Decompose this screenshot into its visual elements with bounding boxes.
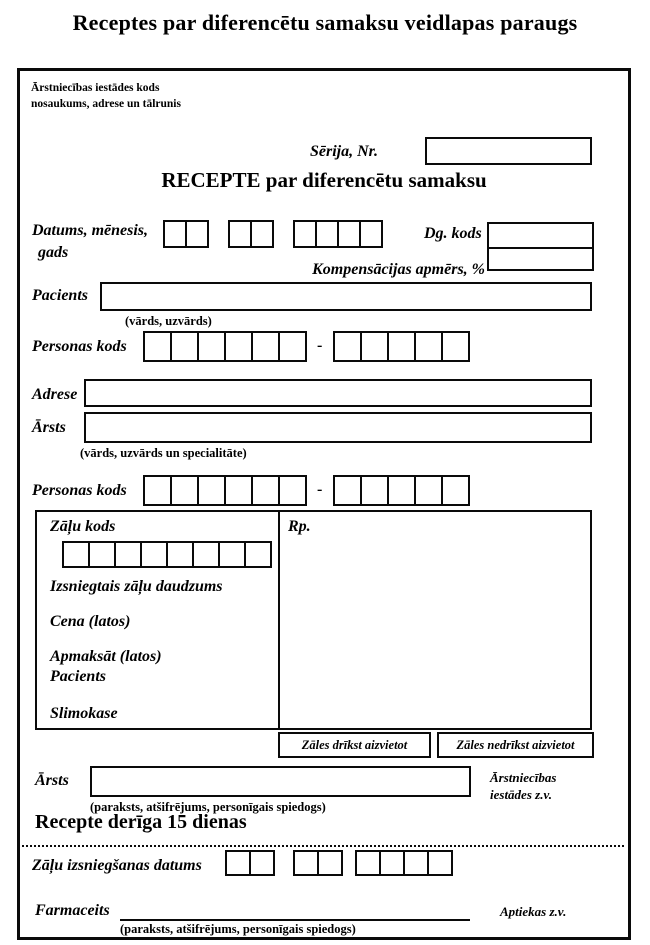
- page-title: Receptes par diferencētu samaksu veidlapas paraugs: [72, 10, 578, 35]
- digit-cell[interactable]: [224, 475, 253, 506]
- dg-kods-input[interactable]: [487, 222, 594, 249]
- digit-cell[interactable]: [278, 475, 307, 506]
- digit-cell[interactable]: [163, 220, 187, 248]
- digit-cell[interactable]: [224, 331, 253, 362]
- institution-note: [31, 81, 181, 112]
- digit-cell[interactable]: [88, 541, 116, 568]
- digit-cell[interactable]: [140, 541, 168, 568]
- digit-cell[interactable]: [355, 850, 381, 876]
- digit-cell[interactable]: [185, 220, 209, 248]
- digit-cell[interactable]: [249, 850, 275, 876]
- digit-cell[interactable]: [414, 475, 443, 506]
- digit-cell[interactable]: [315, 220, 339, 248]
- farmaceits-signature-line[interactable]: [120, 919, 470, 921]
- digit-cell[interactable]: [387, 331, 416, 362]
- digit-cell[interactable]: [333, 331, 362, 362]
- arstniecibas-zv: [490, 770, 556, 804]
- dispense-month-cells[interactable]: [293, 850, 343, 876]
- digit-cell[interactable]: [228, 220, 252, 248]
- zalu-kods-label: Zāļu kods: [50, 518, 116, 535]
- kompensacija-input[interactable]: [487, 247, 594, 271]
- date-day-cells[interactable]: [163, 220, 209, 248]
- doctor-personas-kods-cells-1[interactable]: [143, 475, 307, 506]
- cena-label: Cena (latos): [50, 613, 131, 630]
- date-label-line2: gads: [38, 244, 69, 261]
- digit-cell[interactable]: [192, 541, 220, 568]
- digit-cell[interactable]: [218, 541, 246, 568]
- digit-cell[interactable]: [250, 220, 274, 248]
- digit-cell[interactable]: [333, 475, 362, 506]
- rp-label: Rp.: [288, 518, 311, 535]
- digit-cell[interactable]: [293, 850, 319, 876]
- patient-personas-kods-cells-2[interactable]: [333, 331, 470, 362]
- digit-cell[interactable]: [337, 220, 361, 248]
- digit-cell[interactable]: [278, 331, 307, 362]
- digit-cell[interactable]: [251, 475, 280, 506]
- digit-cell[interactable]: [143, 331, 172, 362]
- patient-personas-kods-cells-1[interactable]: [143, 331, 307, 362]
- personas-kods-dash: -: [317, 481, 323, 498]
- farmaceits-label: Farmaceits: [35, 902, 110, 919]
- pacients-label: Pacients: [32, 287, 88, 304]
- pacients-input[interactable]: [100, 282, 592, 311]
- digit-cell[interactable]: [251, 331, 280, 362]
- digit-cell[interactable]: [427, 850, 453, 876]
- arsts-signature-hint: (paraksts, atšifrējums, personīgais spiedogs): [90, 800, 326, 814]
- doctor-personas-kods-label: Personas kods: [32, 482, 127, 499]
- slimokase-label: Slimokase: [50, 705, 118, 722]
- institution-note-line1: Ārstniecības iestādes kods: [31, 82, 160, 94]
- serija-input[interactable]: [425, 137, 592, 165]
- serija-label: Sērija, Nr.: [310, 143, 379, 160]
- digit-cell[interactable]: [114, 541, 142, 568]
- arstniecibas-zv-line2: iestādes z.v.: [490, 786, 552, 802]
- izsniegtais-label: Izsniegtais zāļu daudzums: [50, 578, 223, 595]
- arsts-hint: (vārds, uzvārds un specialitāte): [80, 446, 247, 460]
- patient-personas-kods-label: Personas kods: [32, 338, 127, 355]
- digit-cell[interactable]: [62, 541, 90, 568]
- arsts-signature-label: Ārsts: [35, 772, 69, 789]
- dispense-year-cells[interactable]: [355, 850, 453, 876]
- digit-cell[interactable]: [360, 475, 389, 506]
- date-month-cells[interactable]: [228, 220, 274, 248]
- digit-cell[interactable]: [170, 331, 199, 362]
- adrese-label: Adrese: [32, 386, 78, 403]
- date-label-line1: Datums, mēnesis,: [32, 222, 149, 239]
- dg-kods-label: Dg. kods: [424, 225, 482, 242]
- prescription-form: [17, 68, 631, 940]
- arstniecibas-zv-line1: Ārstniecības: [490, 770, 557, 785]
- digit-cell[interactable]: [166, 541, 194, 568]
- dispense-day-cells[interactable]: [225, 850, 275, 876]
- digit-cell[interactable]: [403, 850, 429, 876]
- institution-note-line2: nosaukums, adrese un tālrunis: [31, 97, 181, 110]
- digit-cell[interactable]: [197, 331, 226, 362]
- digit-cell[interactable]: [387, 475, 416, 506]
- digit-cell[interactable]: [244, 541, 272, 568]
- arsts-input[interactable]: [84, 412, 592, 443]
- medicine-box: [35, 510, 592, 730]
- digit-cell[interactable]: [414, 331, 443, 362]
- digit-cell[interactable]: [225, 850, 251, 876]
- digit-cell[interactable]: [143, 475, 172, 506]
- medicine-left-pane: [37, 512, 280, 728]
- digit-cell[interactable]: [441, 475, 470, 506]
- rp-pane[interactable]: [280, 512, 590, 728]
- izsniegsanas-label: Zāļu izsniegšanas datums: [32, 857, 202, 874]
- zales-nedrikst-button[interactable]: Zāles nedrīkst aizvietot: [437, 732, 594, 758]
- digit-cell[interactable]: [317, 850, 343, 876]
- arsts-label: Ārsts: [32, 419, 66, 436]
- aptiekas-zv: Aptiekas z.v.: [500, 904, 567, 919]
- digit-cell[interactable]: [197, 475, 226, 506]
- digit-cell[interactable]: [360, 331, 389, 362]
- pacients-hint: (vārds, uzvārds): [125, 314, 212, 328]
- apmaksat-pacients-label: Pacients: [50, 668, 106, 685]
- adrese-input[interactable]: [84, 379, 592, 407]
- zalu-kods-cells[interactable]: [62, 541, 272, 568]
- date-year-cells[interactable]: [293, 220, 383, 248]
- apmaksat-label: Apmaksāt (latos): [50, 648, 162, 665]
- digit-cell[interactable]: [359, 220, 383, 248]
- digit-cell[interactable]: [441, 331, 470, 362]
- digit-cell[interactable]: [379, 850, 405, 876]
- valid-note: Recepte derīga 15 dienas: [35, 811, 247, 833]
- digit-cell[interactable]: [170, 475, 199, 506]
- digit-cell[interactable]: [293, 220, 317, 248]
- farmaceits-hint: (paraksts, atšifrējums, personīgais spiedogs): [120, 922, 356, 936]
- arsts-signature-input[interactable]: [90, 766, 471, 797]
- doctor-personas-kods-cells-2[interactable]: [333, 475, 470, 506]
- form-title: RECEPTE par diferencētu samaksu: [161, 168, 487, 192]
- kompensacija-label: Kompensācijas apmērs, %: [312, 261, 485, 278]
- tear-line: [22, 845, 624, 847]
- zales-drikst-button[interactable]: Zāles drīkst aizvietot: [278, 732, 431, 758]
- personas-kods-dash: -: [317, 337, 323, 354]
